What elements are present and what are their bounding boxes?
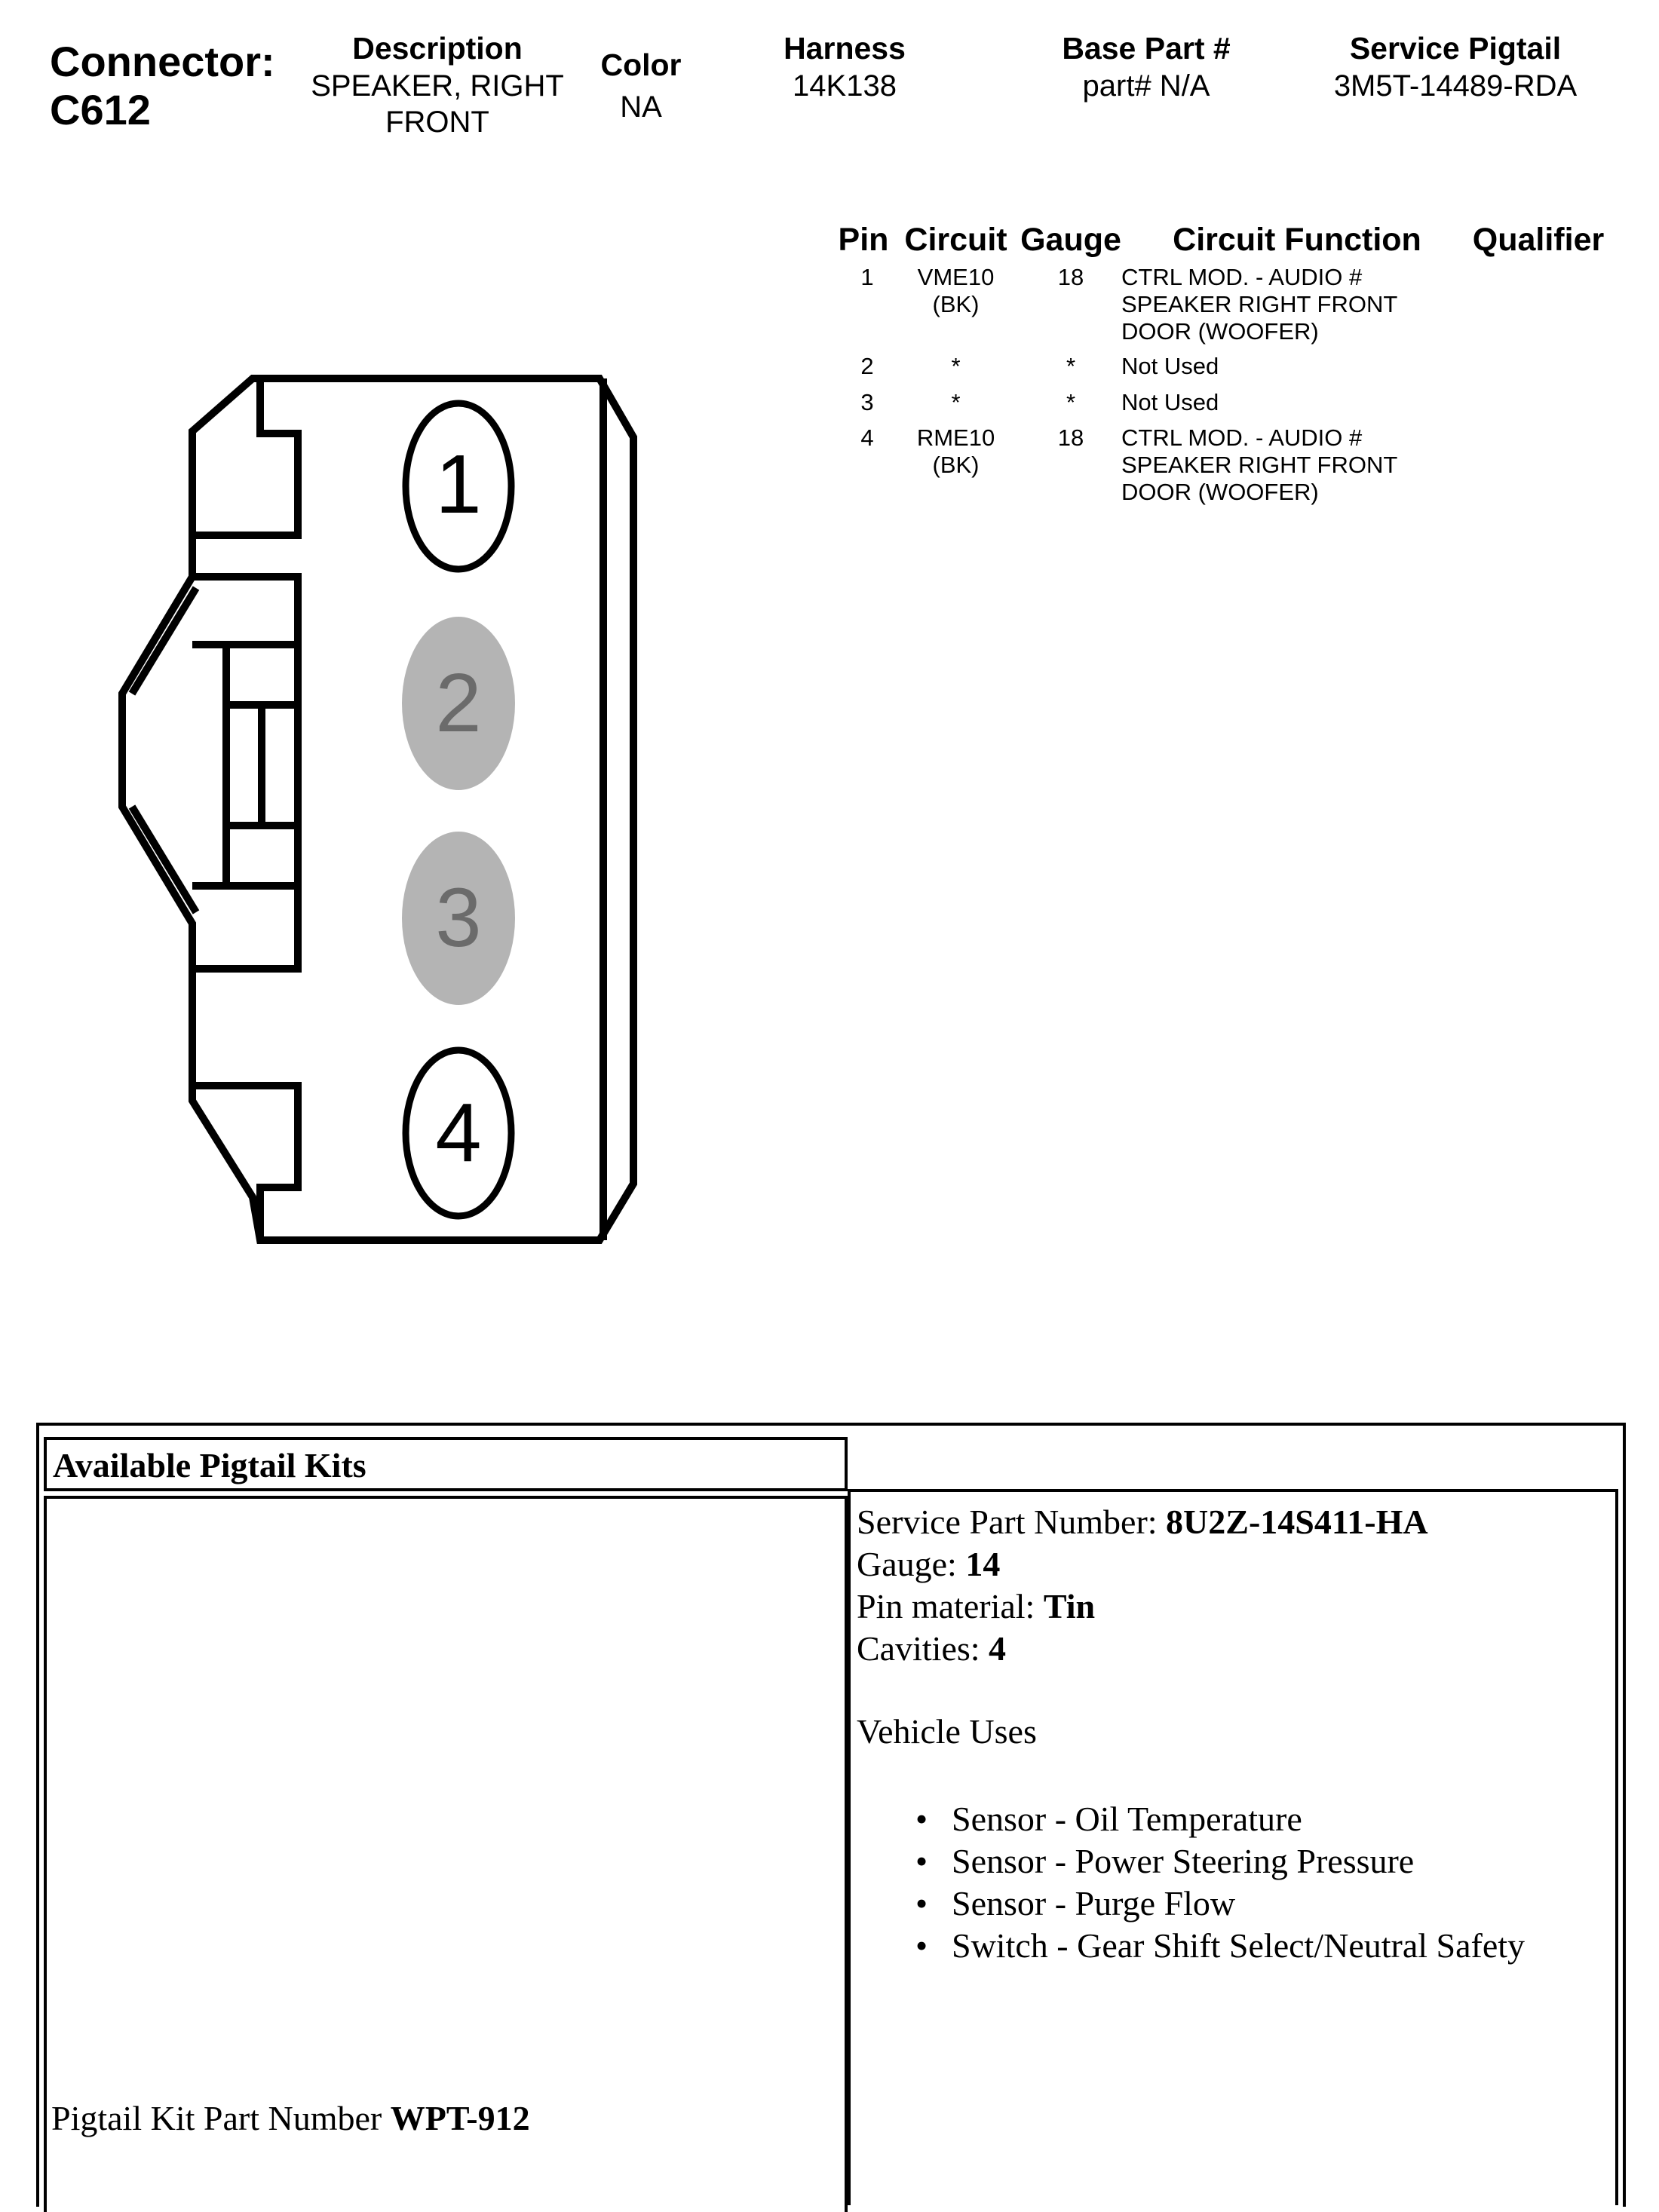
description-value-line2: FRONT: [385, 106, 489, 139]
pin-material-spec: [857, 1585, 1611, 1628]
row4-function-line1: CTRL MOD. - AUDIO #: [1121, 424, 1363, 451]
harness-header: Harness: [784, 31, 906, 66]
connector-title: [50, 38, 275, 134]
row4-function-line3: DOOR (WOOFER): [1121, 479, 1319, 505]
description-value-line1: SPEAKER, RIGHT: [311, 69, 564, 103]
row1-circuit: [897, 264, 1014, 318]
vehicle-use-item: • Sensor - Power Steering Pressure: [857, 1840, 1611, 1883]
pin-material-label: Pin material:: [857, 1587, 1044, 1625]
row1-function-line1: CTRL MOD. - AUDIO #: [1121, 264, 1363, 290]
row2-function: Not Used: [1121, 353, 1219, 379]
pin-4: [406, 1050, 511, 1216]
row4-circuit-line1: RME10: [916, 424, 995, 451]
service-part-number: [857, 1501, 1611, 1543]
gauge-spec: [857, 1543, 1611, 1585]
connector-housing: [122, 378, 633, 1240]
row4-function: [1121, 424, 1468, 506]
vehicle-uses-list: [857, 1798, 1611, 1967]
description-header: Description: [352, 31, 523, 66]
service-part-label: Service Part Number:: [857, 1503, 1167, 1541]
row3-gauge: *: [1066, 389, 1076, 415]
service-part-value: 8U2Z-14S411-HA: [1166, 1503, 1428, 1541]
pin-1: [406, 403, 511, 569]
pin-2-label: 2: [435, 657, 482, 749]
row1-function: [1121, 264, 1468, 345]
vehicle-use-item: • Sensor - Oil Temperature: [857, 1798, 1611, 1840]
row3-function: Not Used: [1121, 389, 1219, 415]
row1-pin: 1: [860, 264, 874, 290]
function-col-header: Circuit Function: [1173, 222, 1421, 258]
pin-2: [402, 617, 515, 790]
base-part-header: Base Part #: [1062, 31, 1231, 66]
harness-column: [739, 29, 950, 104]
gauge-col-header: Gauge: [1020, 222, 1121, 258]
cavities-spec: [857, 1628, 1611, 1670]
row1-gauge: 18: [1057, 264, 1084, 290]
pin-3-label: 3: [435, 872, 482, 964]
pin-3: [402, 832, 515, 1005]
color-value: NA: [620, 90, 662, 124]
color-column: [581, 45, 701, 125]
row3-circuit: *: [951, 389, 961, 415]
harness-value: 14K138: [793, 69, 897, 103]
kit-part-label: Pigtail Kit Part Number: [51, 2099, 391, 2137]
gauge-value: 14: [965, 1545, 1001, 1583]
row2-pin: 2: [860, 353, 874, 379]
row4-gauge: 18: [1057, 424, 1084, 451]
service-pigtail-column: [1282, 29, 1629, 104]
row3-pin: 3: [860, 389, 874, 415]
pigtail-kit-left-cell: [44, 1496, 848, 2212]
row4-circuit: [897, 424, 1014, 479]
service-pigtail-header: Service Pigtail: [1349, 31, 1562, 66]
qualifier-col-header: Qualifier: [1472, 222, 1605, 258]
vehicle-use-item: • Sensor - Purge Flow: [857, 1883, 1611, 1925]
cavities-value: 4: [989, 1629, 1007, 1668]
pigtail-kits-title: Available Pigtail Kits: [44, 1437, 848, 1491]
kit-part-value: WPT-912: [390, 2099, 530, 2137]
kit-part-number: [51, 2097, 530, 2140]
row4-function-line2: SPEAKER RIGHT FRONT: [1121, 452, 1398, 478]
kit-specs: [857, 1501, 1611, 1967]
cavities-label: Cavities:: [857, 1629, 989, 1668]
pigtail-kit-right-cell: [848, 1489, 1618, 2205]
base-part-column: [1033, 29, 1259, 104]
pin-4-label: 4: [435, 1086, 482, 1179]
base-part-value: part# N/A: [1082, 69, 1210, 103]
connector-id: C612: [50, 86, 151, 133]
circuit-col-header: Circuit: [904, 222, 1007, 258]
vehicle-uses-heading: Vehicle Uses: [857, 1712, 1037, 1751]
gauge-label: Gauge:: [857, 1545, 966, 1583]
vehicle-use-item: • Switch - Gear Shift Select/Neutral Safety: [857, 1925, 1611, 1967]
row1-function-line3: DOOR (WOOFER): [1121, 318, 1319, 345]
row4-circuit-line2: (BK): [932, 452, 980, 478]
pin-1-label: 1: [435, 438, 482, 531]
color-header: Color: [600, 47, 682, 82]
row4-pin: 4: [860, 424, 874, 451]
row1-circuit-line2: (BK): [932, 291, 980, 317]
pin-col-header: Pin: [838, 222, 889, 258]
row1-function-line2: SPEAKER RIGHT FRONT: [1121, 291, 1398, 317]
row2-gauge: *: [1066, 353, 1076, 379]
description-column: [294, 29, 581, 140]
service-pigtail-value: 3M5T-14489-RDA: [1333, 69, 1578, 103]
pin-material-value: Tin: [1043, 1587, 1096, 1625]
row2-circuit: *: [951, 353, 961, 379]
connector-face-diagram: [113, 362, 656, 1259]
row1-circuit-line1: VME10: [917, 264, 995, 290]
connector-label: Connector:: [50, 38, 275, 85]
